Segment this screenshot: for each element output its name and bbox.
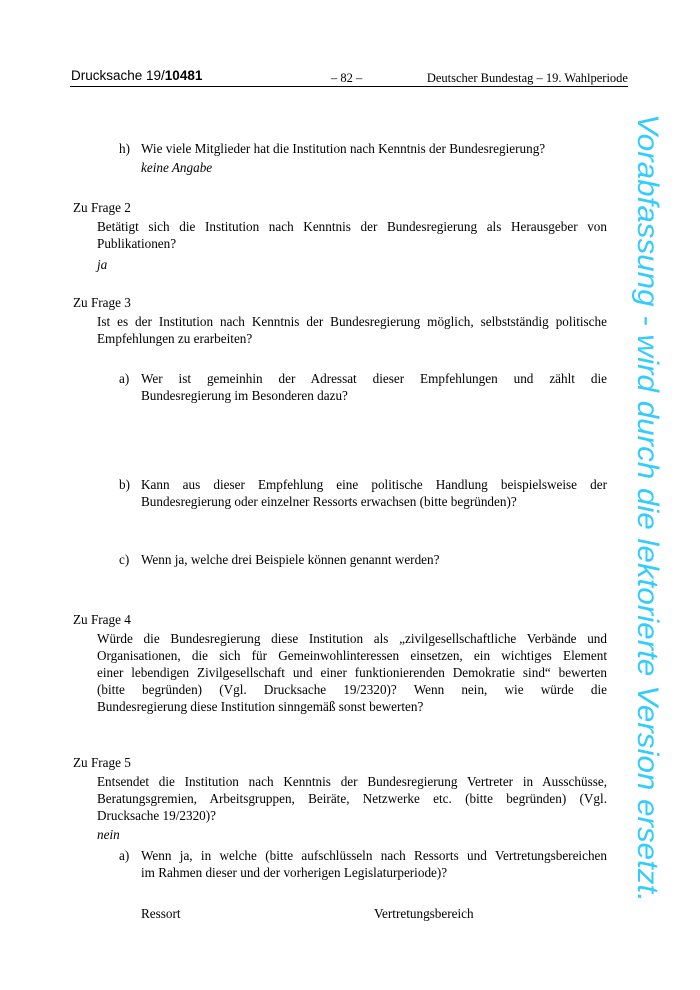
column-header-vertretungsbereich: Vertretungsbereich [374, 906, 474, 921]
item-label-5a: a) [119, 848, 130, 863]
frage-4-line-2: Organisationen, die sich für Gemeinwohlinteressen einsetzen, ein wichtiges Element [97, 648, 607, 663]
watermark-text: Vorabfassung - wird durch die lektorierte Version ersetzt. [631, 114, 664, 868]
frage-3-line-1: Ist es der Institution nach Kenntnis der Bundesregierung möglich, selbstständig politische [97, 314, 607, 329]
question-5a-line-2: im Rahmen dieser und der vorherigen Legislaturperiode)? [141, 865, 448, 880]
answer-frage-2: ja [97, 257, 108, 272]
heading-frage-2: Zu Frage 2 [73, 200, 131, 215]
frage-3-line-2: Empfehlungen zu erarbeiten? [97, 331, 253, 346]
question-b-line-1: Kann aus dieser Empfehlung eine politische Handlung beispielsweise der [141, 477, 607, 492]
doc-prefix: Drucksache 19/ [71, 68, 165, 83]
header-rule [70, 86, 628, 87]
document-number [71, 68, 202, 85]
question-b-line-2: Bundesregierung oder einzelner Ressorts erwachsen (bitte begründen)? [141, 494, 517, 509]
frage-5-line-1: Entsendet die Institution nach Kenntnis der Bundesregierung Vertreter in Ausschüsse, [97, 774, 607, 789]
frage-4-line-1: Würde die Bundesregierung diese Institution als „zivilgesellschaftliche Verbände und [97, 631, 607, 646]
item-label-c: c) [119, 552, 130, 567]
header-publisher: Deutscher Bundestag – 19. Wahlperiode [426, 71, 628, 85]
frage-5-line-2: Beratungsgremien, Arbeitsgruppen, Beiräte, Netzwerke etc. (bitte begründen) (Vgl. [97, 791, 607, 806]
question-c: Wenn ja, welche drei Beispiele können genannt werden? [141, 552, 440, 567]
item-label-h: h) [119, 141, 130, 156]
draft-watermark [624, 114, 672, 904]
heading-frage-5: Zu Frage 5 [73, 755, 131, 770]
frage-4-line-5: Bundesregierung diese Institution sinngemäß sonst bewerten? [97, 699, 424, 714]
frage-4-line-3: einer lebendigen Zivilgesellschaft und einer funktionierenden Demokratie sind“ bewerten [97, 665, 607, 680]
question-5a-line-1: Wenn ja, in welche (bitte aufschlüsseln nach Ressorts und Vertretungsbereichen [141, 848, 607, 863]
frage-4-line-4: (bitte begründen) (Vgl. Drucksache 19/2320)? Wenn nein, wie würde die [97, 682, 607, 697]
item-label-a: a) [119, 371, 130, 386]
column-header-ressort: Ressort [141, 906, 181, 921]
page-number: – 82 – [331, 71, 363, 85]
question-a-line-1: Wer ist gemeinhin der Adressat dieser Empfehlungen und zählt die [141, 371, 607, 386]
item-label-b: b) [119, 477, 130, 492]
question-a-line-2: Bundesregierung im Besonderen dazu? [141, 388, 348, 403]
answer-h: keine Angabe [141, 160, 213, 175]
question-h: Wie viele Mitglieder hat die Institution nach Kenntnis der Bundesregierung? [141, 141, 546, 156]
frage-2-line-2: Publikationen? [97, 236, 177, 251]
frage-2-line-1: Betätigt sich die Institution nach Kenntnis der Bundesregierung als Herausgeber von [97, 219, 607, 234]
heading-frage-3: Zu Frage 3 [73, 295, 131, 310]
frage-5-line-3: Drucksache 19/2320)? [97, 808, 217, 823]
doc-number: 10481 [164, 68, 203, 83]
answer-frage-5: nein [97, 827, 120, 842]
heading-frage-4: Zu Frage 4 [73, 612, 131, 627]
